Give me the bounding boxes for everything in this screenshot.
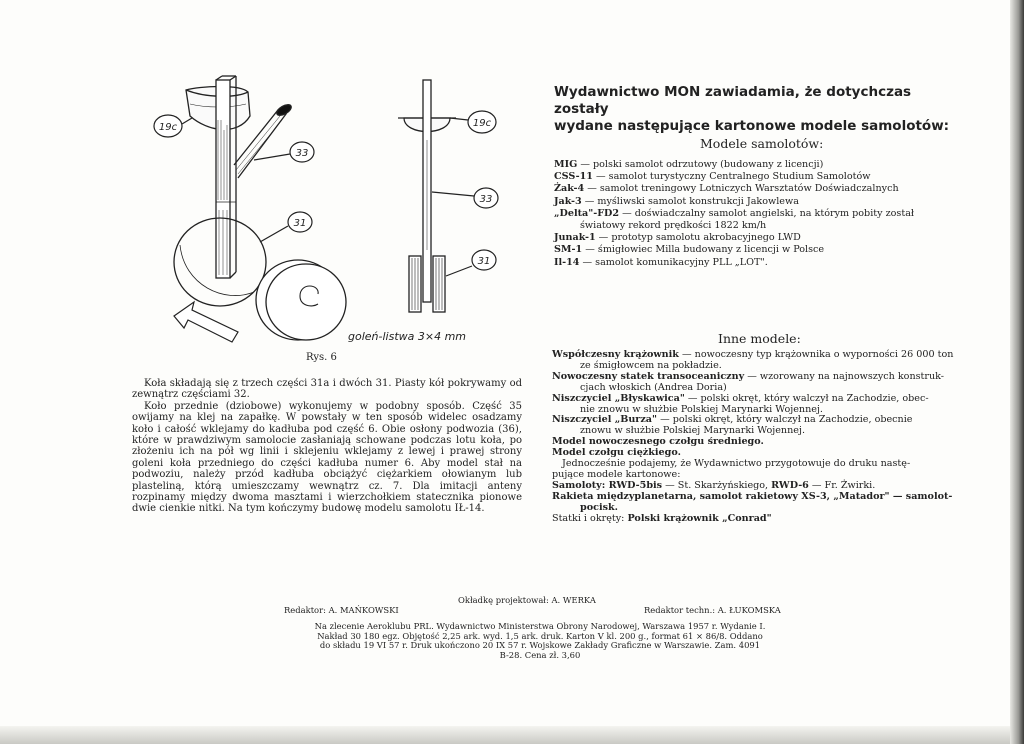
paragraph: Koła składają się z trzech części 31a i dwóch 31. Piasty kół pokrywamy od zewnątrz częściami 32. <box>132 378 522 401</box>
upcoming-continuation: pocisk. <box>580 501 618 513</box>
perspective-gear-drawing <box>174 76 346 342</box>
list-item: Il-14 — samolot komunikacyjny PLL „LOT". <box>554 256 768 268</box>
colophon <box>280 596 800 660</box>
list-item-continuation: nie znowu w służbie Polskiej Marynarki Wojennej. <box>580 403 823 415</box>
list-item-continuation: znowu w służbie Polskiej Marynarki Wojennej. <box>580 425 805 437</box>
imprint <box>280 622 800 660</box>
upcoming-item: Samoloty: RWD-5bis — St. Skarżyńskiego, RWD-6 — Fr. Żwirki. <box>552 479 876 491</box>
editor: Redaktor: A. MAŃKOWSKI <box>284 605 399 615</box>
list-item: Niszczyciel „Burza" — polski okręt, który walczył na Zachodzie, obecnie <box>552 414 913 426</box>
label-31-left: 31 <box>293 218 307 229</box>
landing-gear-figure <box>150 70 530 360</box>
list-item: Model nowoczesnego czołgu średniego. <box>552 436 764 448</box>
list-item: Model czołgu ciężkiego. <box>552 447 681 459</box>
list-item-continuation: światowy rekord prędkości 1822 km/h <box>580 220 767 232</box>
label-33-left: 33 <box>295 148 309 159</box>
announcement-heading <box>554 84 959 135</box>
announcement-line: pujące modele kartonowe: <box>552 468 681 480</box>
imprint-line: B-28. Cena zł. 3,60 <box>499 649 581 660</box>
page-right-edge <box>1010 0 1024 744</box>
imprint-line: Na zlecenie Aeroklubu PRL. Wydawnictwo Ministerstwa Obrony Narodowej, Warszawa 1957 r. Wydanie I. <box>314 621 766 631</box>
paragraph: Koło przednie (dziobowe) wykonujemy w podobny sposób. Część 35 owijamy na klej na zapałkę. W powstały w ten sposób widelec osadzamy koło i całość wklejamy do kadłuba pod część 6. Obie osłony podwozia (36), które w prawdziwym samolocie zasłaniają schowane podczas lotu koła, po złożeniu ich na pół wg linii i sklejeniu wklejamy z lewej i prawej strony goleni koła przedniego do części kadłuba numer 6. Aby model stał na podwoziu, należy przód kadłuba obciążyć ciężarkiem ołowianym lub plasteliną, którą umieszczamy wewnątrz cz. 7. Dla imitacji anteny rozpinamy między dwoma masztami i wierzchołkiem statecznika pionowe dwie cienkie nitki. Na tym kończymy budowę modelu samolotu IŁ-14. <box>132 400 522 515</box>
list-item: Nowoczesny statek transoceaniczny — wzorowany na najnowszych konstruk- <box>552 370 945 382</box>
imprint-line: do składu 19 VI 57 r. Druk ukończono 20 IX 57 r. Wojskowe Zakłady Graficzne w Warszawie. Zam. 4091 <box>319 640 761 651</box>
list-item: „Delta"-FD2 — doświadczalny samolot angielski, na którym pobity został <box>554 207 915 219</box>
other-section-title: Inne modele: <box>718 331 801 346</box>
upcoming-item: Rakieta międzyplanetarna, samolot rakietowy XS-3, „Matador" — samolot- <box>552 490 953 502</box>
list-item: Jak-3 — myśliwski samolot konstrukcji Jakowlewa <box>554 195 799 207</box>
cover-designer: Okładkę projektował: A. WERKA <box>458 595 596 605</box>
aircraft-section-title: Modele samolotów: <box>700 136 824 151</box>
imprint-line: Nakład 30 180 egz. Objętość 2,25 ark. wyd. 1,5 ark. druk. Karton V kl. 200 g., format 61 × 86/8. Oddano <box>317 630 763 641</box>
label-19c-left: 19c <box>158 122 178 133</box>
aircraft-models-list <box>554 159 964 269</box>
list-item: Junak-1 — prototyp samolotu akrobacyjnego LWD <box>554 232 801 244</box>
list-item: SM-1 — śmigłowiec Milla budowany z licencji w Polsce <box>554 244 825 256</box>
list-item: MIG — polski samolot odrzutowy (budowany z licencji) <box>554 159 824 170</box>
list-item: Niszczyciel „Błyskawica" — polski okręt, który walczył na Zachodzie, obec- <box>552 392 929 404</box>
assembly-instructions <box>132 378 522 515</box>
list-item-continuation: cjach włoskich (Andrea Doria) <box>580 381 727 393</box>
upcoming-item: Statki i okręty: Polski krążownik „Conrad" <box>552 512 772 524</box>
heading-line: Wydawnictwo MON zawiadamia, że dotychczas zostały <box>554 84 912 117</box>
other-models-list <box>552 350 962 525</box>
label-33-right: 33 <box>479 194 493 205</box>
announcement-line: Jednocześnie podajemy, że Wydawnictwo przygotowuje do druku nastę- <box>562 458 911 470</box>
side-gear-drawing <box>398 80 456 312</box>
list-item-continuation: ze śmigłowcem na pokładzie. <box>580 359 722 371</box>
heading-line: wydane następujące kartonowe modele samolotów: <box>554 118 950 134</box>
leg-dimension-note: goleń-listwa 3×4 mm <box>348 330 467 343</box>
list-item: Żak-4 — samolot treningowy Lotniczych Warsztatów Doświadczalnych <box>554 183 899 195</box>
figure-caption: Rys. 6 <box>306 352 337 363</box>
technical-editor: Redaktor techn.: A. ŁUKOMSKA <box>644 605 781 615</box>
list-item: CSS-11 — samolot turystyczny Centralnego Studium Samolotów <box>554 171 871 183</box>
label-31-right: 31 <box>477 256 491 267</box>
page-bottom-edge <box>0 726 1024 744</box>
label-19c-right: 19c <box>472 118 492 129</box>
list-item: Współczesny krążownik — nowoczesny typ krążownika o wyporności 26 000 ton <box>552 349 954 360</box>
